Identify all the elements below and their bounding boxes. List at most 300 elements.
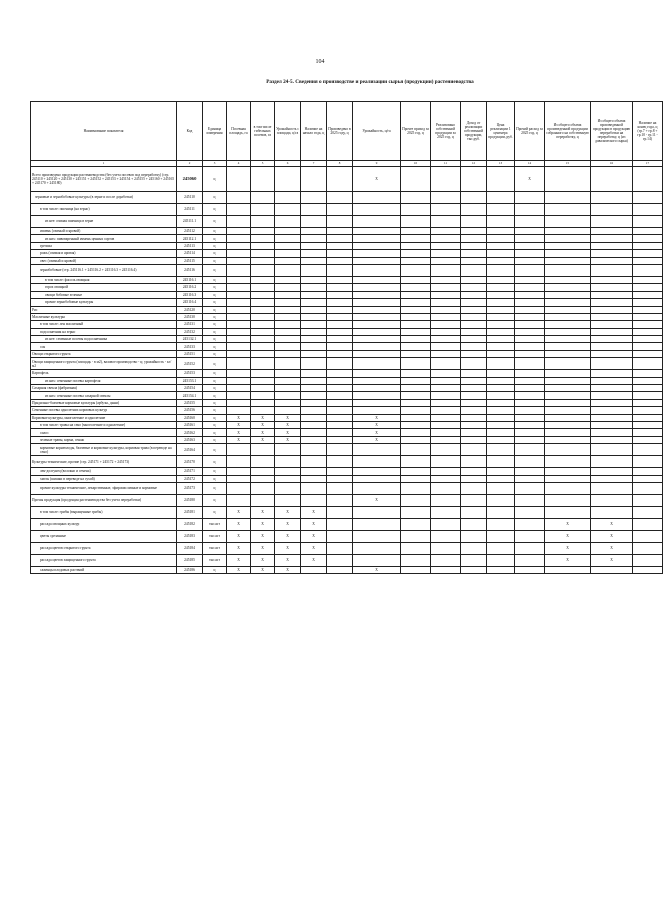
value-cell [487,242,515,249]
value-cell [591,257,633,264]
value-cell [487,542,515,554]
value-cell [301,414,327,421]
row-name: Всего произведено продукции растениеводства (без учета посевов под переработку) (стр. 245110 + 245120 + 245130 + 245151 + 245152 + 245153 + 245154 + 245155 + 245160 + 245165 + 245170 + 245180) [31,167,177,192]
value-cell [301,566,327,573]
value-cell [545,392,591,399]
value-cell [431,407,461,414]
excluded-cell-mark: X [227,518,251,530]
value-cell [431,530,461,542]
value-cell [515,518,545,530]
excluded-cell-mark: X [251,518,275,530]
value-cell [633,482,663,494]
table-row [31,494,663,506]
value-cell [591,429,633,436]
value-cell [327,399,353,406]
value-cell [461,328,487,335]
value-cell [353,407,401,414]
row-unit: ц [203,421,227,428]
value-cell [275,494,301,506]
value-cell [515,392,545,399]
column-number: 6 [275,161,301,167]
value-cell [275,264,301,276]
excluded-cell-mark: X [227,436,251,443]
value-cell [545,257,591,264]
value-cell [633,250,663,257]
value-cell [251,385,275,392]
table-row [31,475,663,482]
row-name: саженцы плодовых растений [31,566,177,573]
value-cell [401,475,431,482]
table-row [31,444,663,456]
value-cell [327,554,353,566]
value-cell [301,444,327,456]
excluded-cell-mark: X [251,566,275,573]
value-cell [515,456,545,468]
header-tolling: Из общего объема произведенной продукции в продукцию переработки на переработку, ц (из давальческого сырья) [591,102,633,161]
column-number: 3 [203,161,227,167]
value-cell [401,228,431,235]
value-cell [461,456,487,468]
value-cell [227,276,251,283]
value-cell [327,192,353,204]
value-cell [515,444,545,456]
row-unit: ц [203,299,227,306]
value-cell [461,436,487,443]
value-cell [545,399,591,406]
value-cell [301,336,327,343]
row-unit: ц [203,228,227,235]
excluded-cell-mark: X [275,429,301,436]
value-cell [251,370,275,377]
table-row [31,343,663,350]
value-cell [353,530,401,542]
production-table [30,101,663,574]
value-cell [401,242,431,249]
value-cell [431,343,461,350]
value-cell [353,456,401,468]
excluded-cell-mark: X [275,421,301,428]
value-cell [401,494,431,506]
column-number: 9 [353,161,401,167]
value-cell [487,306,515,313]
row-code: 245120 [177,306,203,313]
section-title: Раздел 24-5. Сведения о производстве и реализации сырья (продукции) растениеводства [266,79,474,85]
value-cell [353,313,401,320]
value-cell [591,250,633,257]
value-cell [515,192,545,204]
value-cell [545,235,591,242]
row-code: 245116.4 [177,299,203,306]
value-cell [431,506,461,518]
header-row [31,102,663,161]
excluded-cell-mark: X [251,530,275,542]
value-cell [251,242,275,249]
value-cell [327,306,353,313]
value-cell [487,456,515,468]
row-unit: ц [203,336,227,343]
value-cell [545,444,591,456]
row-code: 245113 [177,242,203,249]
value-cell [487,276,515,283]
value-cell [461,468,487,475]
row-unit: ц [203,456,227,468]
value-cell [227,167,251,192]
value-cell [251,377,275,384]
value-cell [353,392,401,399]
value-cell [327,530,353,542]
value-cell [431,456,461,468]
value-cell [353,518,401,530]
value-cell [327,242,353,249]
value-cell [227,456,251,468]
value-cell [275,276,301,283]
value-cell [251,328,275,335]
value-cell [275,313,301,320]
value-cell [633,228,663,235]
value-cell [251,284,275,291]
row-code: 245185 [177,554,203,566]
value-cell [401,306,431,313]
value-cell [327,456,353,468]
row-name: рассада овощных культур [31,518,177,530]
value-cell [327,370,353,377]
value-cell [461,343,487,350]
value-cell [431,414,461,421]
value-cell [401,336,431,343]
value-cell [275,343,301,350]
row-code: 245160 [177,414,203,421]
excluded-cell-mark: X [251,436,275,443]
row-name: хмель (шишки в переводе на сухой) [31,475,177,482]
value-cell [401,429,431,436]
value-cell [591,566,633,573]
row-name: из нее: семенные посевы подсолнечника [31,336,177,343]
excluded-cell-mark: X [353,436,401,443]
value-cell [251,494,275,506]
value-cell [301,235,327,242]
value-cell [251,336,275,343]
value-cell [227,468,251,475]
value-cell [251,291,275,298]
value-cell [633,192,663,204]
value-cell [401,392,431,399]
table-row [31,385,663,392]
row-unit: ц [203,264,227,276]
value-cell [487,328,515,335]
value-cell [401,468,431,475]
value-cell [275,336,301,343]
value-cell [227,494,251,506]
value-cell [251,392,275,399]
value-cell [227,242,251,249]
value-cell [251,250,275,257]
row-code: 245153.1 [177,377,203,384]
value-cell [301,284,327,291]
row-code: 245156 [177,407,203,414]
value-cell [431,518,461,530]
value-cell [275,392,301,399]
value-cell [461,506,487,518]
value-cell [461,392,487,399]
value-cell [227,407,251,414]
value-cell [401,542,431,554]
value-cell [327,321,353,328]
value-cell [461,494,487,506]
value-cell [353,276,401,283]
value-cell [591,421,633,428]
table-row [31,399,663,406]
value-cell [401,506,431,518]
table-row [31,482,663,494]
value-cell [353,350,401,357]
value-cell [461,276,487,283]
value-cell [515,343,545,350]
value-cell [633,399,663,406]
value-cell [327,358,353,370]
value-cell [327,299,353,306]
value-cell [275,482,301,494]
excluded-cell-mark: X [251,421,275,428]
row-code: 245114 [177,250,203,257]
value-cell [251,204,275,216]
value-cell [591,343,633,350]
value-cell [275,291,301,298]
value-cell [227,444,251,456]
value-cell [591,192,633,204]
excluded-cell-mark: X [227,566,251,573]
row-name: зеленые травы, корма, сенаж [31,436,177,443]
value-cell [251,264,275,276]
value-cell [275,328,301,335]
value-cell [515,306,545,313]
value-cell [327,566,353,573]
value-cell [515,228,545,235]
value-cell [327,336,353,343]
value-cell [401,554,431,566]
excluded-cell-mark: X [275,506,301,518]
value-cell [301,306,327,313]
excluded-cell-mark: X [251,542,275,554]
value-cell [515,358,545,370]
value-cell [515,313,545,320]
value-cell [431,392,461,399]
row-unit: тыс.шт [203,518,227,530]
value-cell [227,370,251,377]
value-cell [327,506,353,518]
value-cell [591,276,633,283]
value-cell [327,385,353,392]
row-code: 245116.3 [177,291,203,298]
value-cell [275,377,301,384]
value-cell [227,385,251,392]
table-row [31,506,663,518]
value-cell [275,235,301,242]
row-unit: ц [203,167,227,192]
row-unit: ц [203,216,227,228]
value-cell [633,407,663,414]
column-number: 11 [431,161,461,167]
column-number: 7 [301,161,327,167]
value-cell [487,321,515,328]
excluded-cell-mark: X [515,167,545,192]
value-cell [515,407,545,414]
value-cell [401,167,431,192]
row-name: из них: семенные посевы картофеля [31,377,177,384]
value-cell [401,358,431,370]
header-sold: Реализовано собственной продукции за 2025 год, ц [431,102,461,161]
row-unit: ц [203,306,227,313]
row-code: 245162 [177,429,203,436]
value-cell [545,216,591,228]
value-cell [227,299,251,306]
value-cell [633,566,663,573]
value-cell [545,385,591,392]
table-row [31,257,663,264]
row-name: рассада цветов защищенного грунта [31,554,177,566]
value-cell [633,242,663,249]
row-code: 245152 [177,358,203,370]
value-cell [633,299,663,306]
value-cell [353,228,401,235]
value-cell [487,554,515,566]
value-cell [633,343,663,350]
value-cell [227,284,251,291]
value-cell [401,444,431,456]
value-cell [515,257,545,264]
value-cell [327,475,353,482]
value-cell [327,377,353,384]
row-name: лен-долгунец (волокно и семена) [31,468,177,475]
value-cell [591,506,633,518]
value-cell [461,444,487,456]
value-cell [461,542,487,554]
value-cell [301,313,327,320]
value-cell [487,377,515,384]
header-unit: Единица измерения [203,102,227,161]
value-cell [431,276,461,283]
value-cell [327,235,353,242]
row-unit: ц [203,475,227,482]
value-cell [633,167,663,192]
row-name: зерновые и зернобобовые культуры (в зерне и после доработки) [31,192,177,204]
value-cell [353,482,401,494]
row-name: рожь (озимая и яровая) [31,250,177,257]
row-unit: ц [203,350,227,357]
excluded-cell-mark: X [353,167,401,192]
value-cell [275,321,301,328]
value-cell [353,321,401,328]
value-cell [633,518,663,530]
value-cell [633,444,663,456]
value-cell [227,377,251,384]
value-cell [633,204,663,216]
row-code: 245116.2 [177,284,203,291]
row-name: в том числе: грибы (выращенные грибы) [31,506,177,518]
value-cell [227,475,251,482]
value-cell [633,358,663,370]
table-row [31,242,663,249]
value-cell [251,456,275,468]
value-cell [275,257,301,264]
value-cell [545,456,591,468]
value-cell [327,276,353,283]
value-cell [515,370,545,377]
value-cell [515,436,545,443]
value-cell [591,392,633,399]
value-cell [275,444,301,456]
value-cell [515,350,545,357]
column-number: 2 [177,161,203,167]
value-cell [251,407,275,414]
value-cell [275,358,301,370]
row-code: 245153 [177,370,203,377]
value-cell [401,321,431,328]
value-cell [431,257,461,264]
row-code: 245112.1 [177,235,203,242]
row-unit: ц [203,429,227,436]
value-cell [545,242,591,249]
value-cell [633,284,663,291]
value-cell [545,407,591,414]
value-cell [461,370,487,377]
value-cell [431,284,461,291]
value-cell [515,242,545,249]
value-cell [431,370,461,377]
row-code: 245130 [177,313,203,320]
value-cell [545,264,591,276]
value-cell [591,399,633,406]
row-code: 245111.1 [177,216,203,228]
value-cell [515,321,545,328]
value-cell [401,313,431,320]
row-unit: ц [203,291,227,298]
value-cell [515,216,545,228]
value-cell [401,385,431,392]
value-cell [401,350,431,357]
value-cell [591,235,633,242]
value-cell [275,350,301,357]
row-name: Прочая продукция (продукция растениеводства без учета переработки) [31,494,177,506]
value-cell [461,264,487,276]
value-cell [487,291,515,298]
value-cell [301,291,327,298]
value-cell [251,167,275,192]
table-row [31,436,663,443]
value-cell [327,350,353,357]
row-code: 245060 [177,167,203,192]
value-cell [633,313,663,320]
value-cell [487,436,515,443]
value-cell [545,336,591,343]
value-cell [591,328,633,335]
value-cell [545,313,591,320]
value-cell [633,336,663,343]
value-cell [353,306,401,313]
value-cell [487,407,515,414]
table-row [31,421,663,428]
value-cell [591,377,633,384]
value-cell [633,328,663,335]
value-cell [545,291,591,298]
value-cell [275,456,301,468]
value-cell [545,506,591,518]
row-name: овощи бобовые зеленые [31,291,177,298]
excluded-cell-mark: X [591,554,633,566]
row-name: силос [31,429,177,436]
value-cell [487,204,515,216]
excluded-cell-mark: X [545,542,591,554]
value-cell [251,257,275,264]
